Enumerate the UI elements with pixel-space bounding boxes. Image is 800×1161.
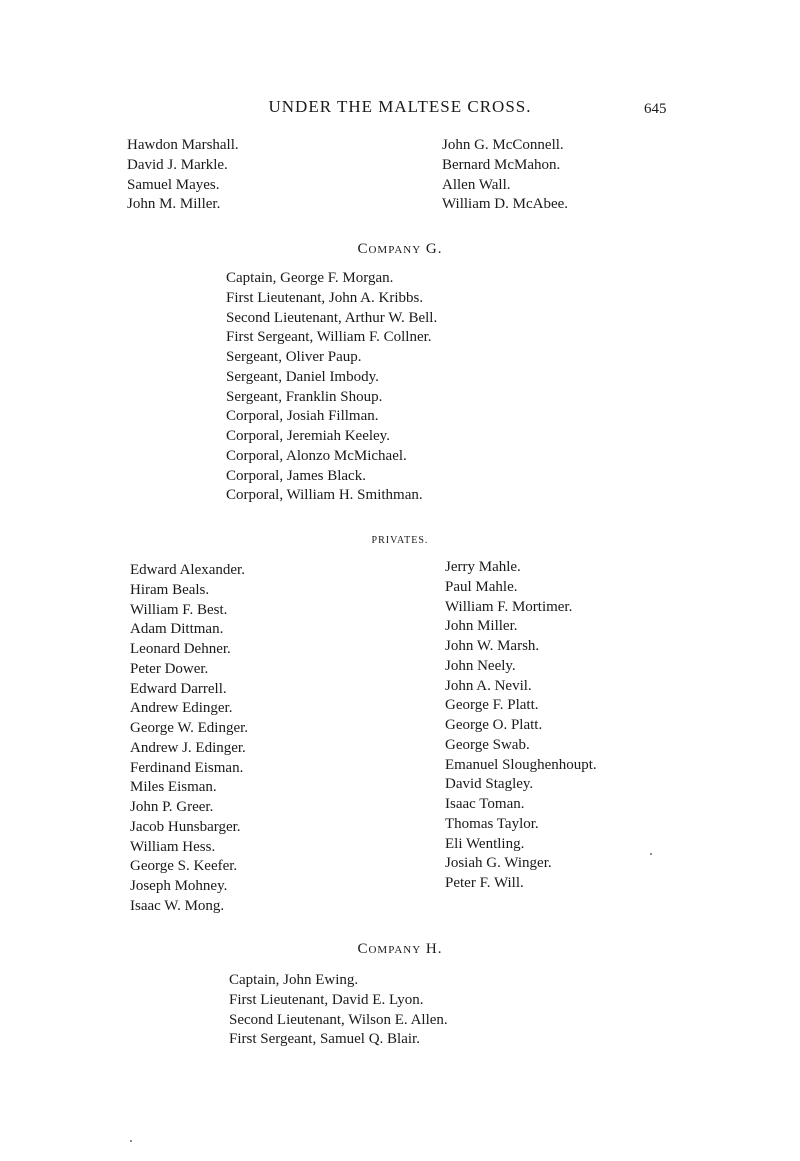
private-entry: George S. Keefer. [130, 858, 238, 875]
officer-entry: Captain, George F. Morgan. [226, 270, 394, 286]
company-h-officers [229, 971, 448, 1050]
private-entry: Paul Mahle. [445, 578, 518, 595]
name-entry: William D. McAbee. [442, 196, 569, 213]
private-entry: Edward Darrell. [130, 680, 227, 697]
officer-entry: Corporal, Josiah Fillman. [226, 408, 379, 425]
officer-entry: Corporal, Jeremiah Keeley. [226, 428, 390, 444]
officer-entry: Second Lieutenant, Wilson E. Allen. [229, 1011, 448, 1028]
private-entry: George W. Edinger. [130, 720, 249, 736]
private-entry: John Miller. [445, 618, 518, 635]
privates-heading: PRIVATES. [371, 535, 429, 546]
name-entry: John G. McConnell. [442, 137, 564, 153]
private-entry: Joseph Mohney. [130, 878, 228, 894]
private-entry: John Neely. [445, 657, 516, 674]
officer-entry: First Lieutenant, John A. Kribbs. [226, 289, 424, 306]
private-entry: David Stagley. [445, 776, 534, 793]
company-g-heading: Company G. [357, 241, 443, 257]
officer-entry: Corporal, William H. Smithman. [226, 487, 423, 504]
private-entry: Emanuel Sloughenhoupt. [445, 756, 597, 773]
officer-entry: First Sergeant, Samuel Q. Blair. [229, 1031, 420, 1048]
company-h-heading: Company H. [357, 941, 443, 957]
page-number: 645 [644, 101, 667, 117]
private-entry: Andrew J. Edinger. [130, 739, 246, 756]
private-entry: George O. Platt. [445, 717, 543, 733]
officer-entry: Second Lieutenant, Arthur W. Bell. [226, 309, 438, 326]
name-entry: Hawdon Marshall. [127, 137, 239, 153]
private-entry: William F. Mortimer. [445, 598, 573, 615]
name-entry: David J. Markle. [127, 156, 228, 173]
top-list-right [442, 136, 568, 215]
name-entry: Bernard McMahon. [442, 156, 561, 173]
name-entry: John M. Miller. [127, 196, 221, 213]
officer-entry: Corporal, Alonzo McMichael. [226, 447, 407, 464]
private-entry: John W. Marsh. [445, 638, 540, 654]
private-entry: Leonard Dehner. [130, 641, 231, 657]
officer-entry: First Sergeant, William F. Collner. [226, 329, 432, 346]
private-entry: George F. Platt. [445, 697, 539, 714]
top-list-left [127, 136, 239, 215]
private-entry: Peter F. Will. [445, 875, 524, 891]
private-entry: William Hess. [130, 838, 216, 855]
private-entry: Thomas Taylor. [445, 815, 539, 832]
officer-entry: Sergeant, Franklin Shoup. [226, 388, 383, 405]
private-entry: Adam Dittman. [130, 621, 224, 638]
paper-speck [130, 1140, 132, 1142]
officer-entry: Sergeant, Daniel Imbody. [226, 368, 379, 385]
private-entry: Peter Dower. [130, 660, 209, 677]
private-entry: Ferdinand Eisman. [130, 759, 244, 776]
private-entry: John P. Greer. [130, 799, 214, 815]
private-entry: Isaac Toman. [445, 796, 525, 812]
private-entry: Edward Alexander. [130, 562, 245, 578]
running-title: UNDER THE MALTESE CROSS. [268, 97, 532, 116]
private-entry: Isaac W. Mong. [130, 897, 225, 914]
private-entry: Josiah G. Winger. [445, 855, 552, 872]
private-entry: Jacob Hunsbarger. [130, 818, 241, 835]
name-entry: Samuel Mayes. [127, 176, 220, 193]
officer-entry: Captain, John Ewing. [229, 972, 359, 988]
private-entry: Jerry Mahle. [445, 559, 521, 575]
private-entry: Miles Eisman. [130, 779, 217, 796]
private-entry: Andrew Edinger. [130, 700, 233, 717]
officer-entry: Corporal, James Black. [226, 467, 366, 484]
privates-right-column [445, 558, 597, 894]
private-entry: William F. Best. [130, 601, 228, 618]
name-entry: Allen Wall. [442, 176, 511, 193]
officer-entry: First Lieutenant, David E. Lyon. [229, 991, 424, 1008]
private-entry: Hiram Beals. [130, 581, 210, 598]
private-entry: John A. Nevil. [445, 677, 532, 694]
paper-speck [650, 853, 652, 855]
private-entry: George Swab. [445, 736, 530, 753]
officer-entry: Sergeant, Oliver Paup. [226, 349, 362, 365]
private-entry: Eli Wentling. [445, 835, 525, 852]
company-g-officers [226, 269, 437, 506]
privates-left-column [130, 561, 248, 917]
